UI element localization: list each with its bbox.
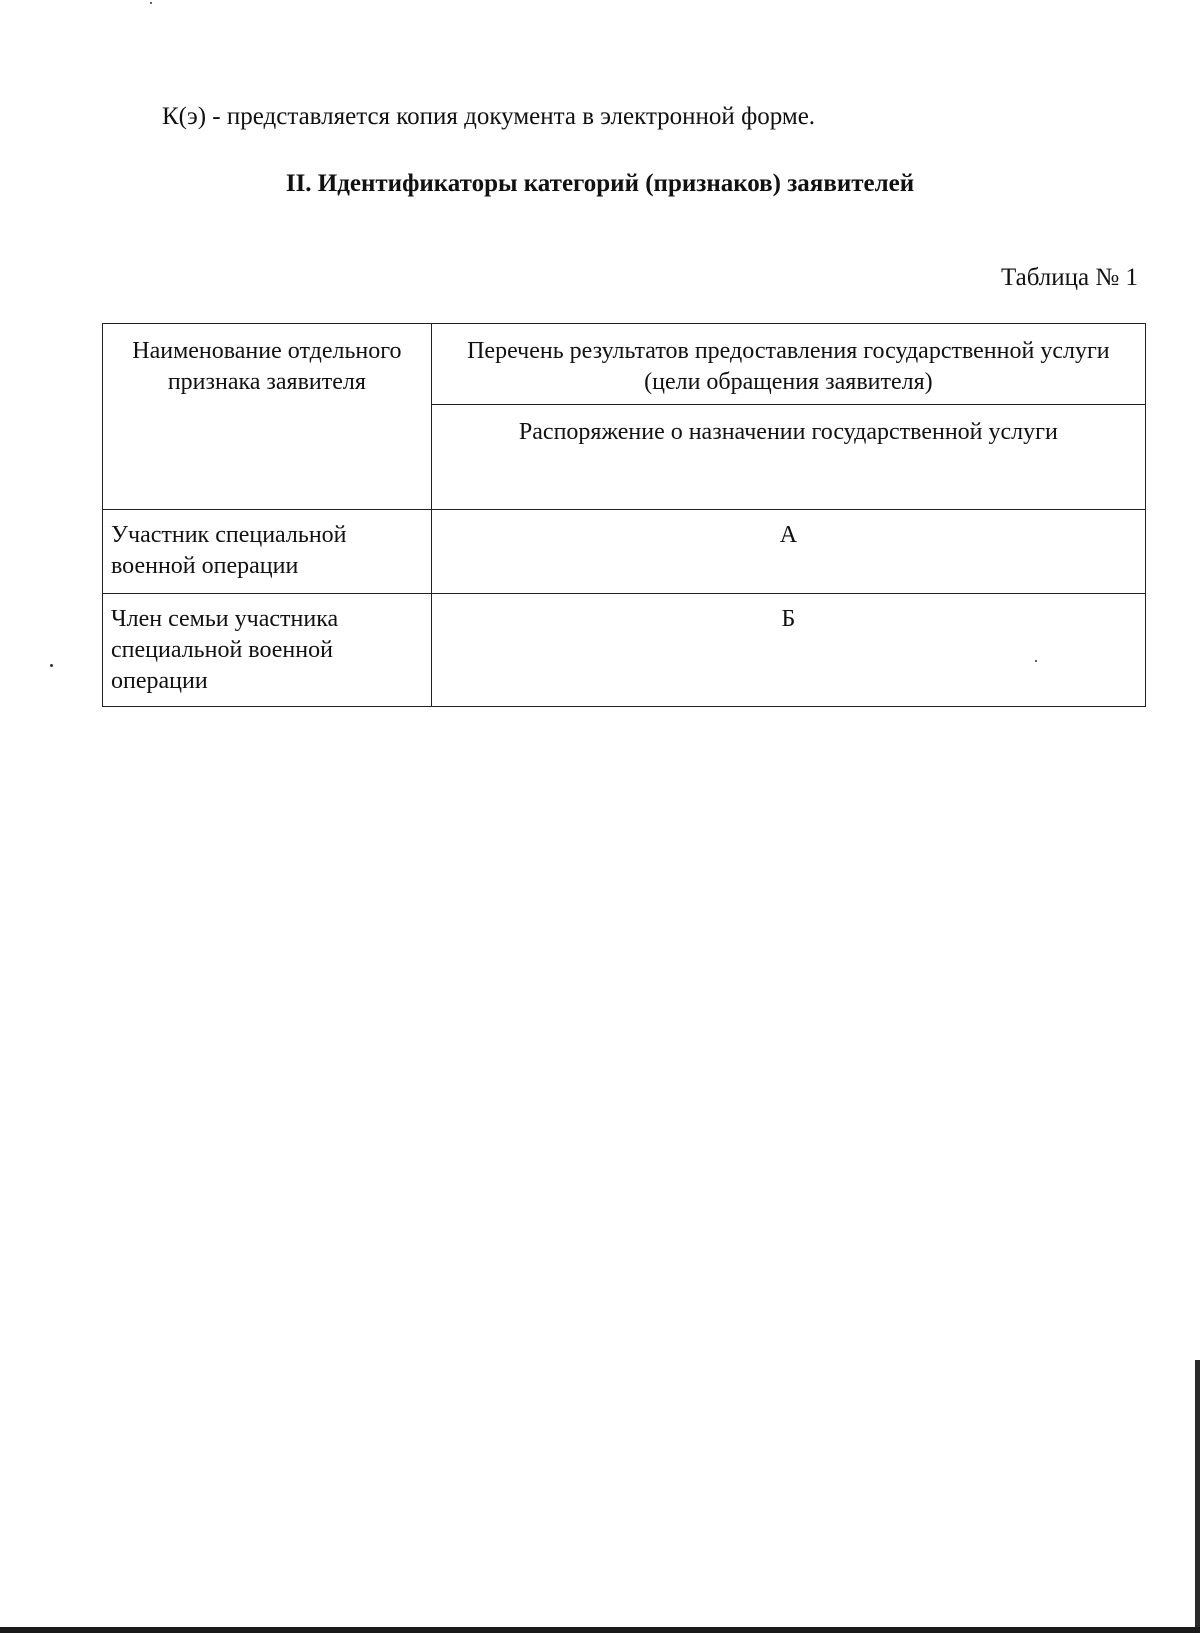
header-cell-attribute-name: Наименование отдельного признака заявителя	[103, 324, 432, 510]
section-heading: II. Идентификаторы категорий (признаков) заявителей	[285, 170, 915, 197]
table-row	[103, 594, 1146, 707]
header-cell-order: Распоряжение о назначении государственной услуги	[431, 405, 1145, 510]
scan-edge-shadow	[1195, 1360, 1200, 1633]
scan-speck	[1035, 660, 1037, 662]
scan-bottom-edge	[0, 1627, 1200, 1633]
scan-speck	[150, 2, 152, 4]
row-code: Б	[431, 594, 1145, 707]
intro-line: К(э) - представляется копия документа в электронной форме.	[162, 103, 816, 130]
applicant-categories-table	[102, 323, 1146, 707]
header-cell-results-list: Перечень результатов предоставления государственной услуги (цели обращения заявителя)	[431, 324, 1145, 405]
row-label: Член семьи участника специальной военной операции	[103, 594, 432, 707]
scan-speck	[50, 664, 53, 667]
table-row	[103, 510, 1146, 594]
row-code: А	[431, 510, 1145, 594]
table-caption: Таблица № 1	[1000, 264, 1138, 291]
table-header-row	[103, 324, 1146, 405]
row-label: Участник специальной военной операции	[103, 510, 432, 594]
